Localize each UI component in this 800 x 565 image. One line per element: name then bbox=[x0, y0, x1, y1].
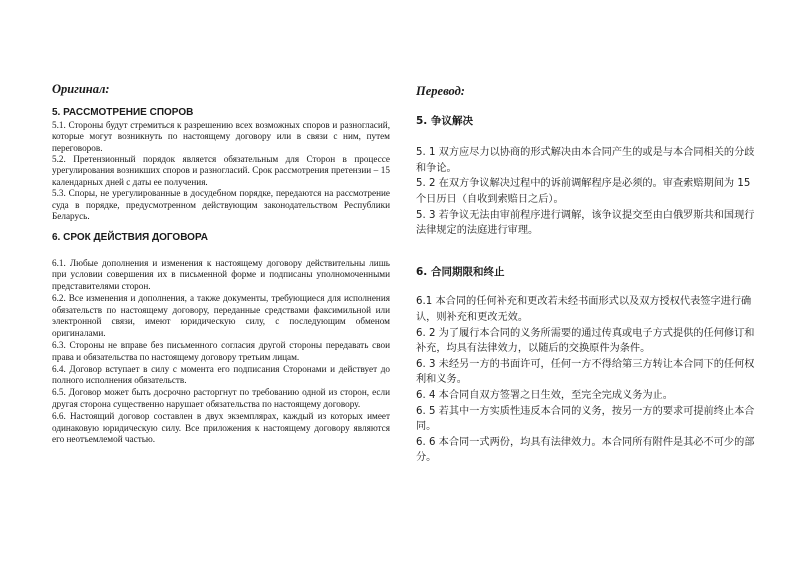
original-paragraph: 5.3. Споры, не урегулированные в досудебном порядке, передаются на рассмотрение суда в порядке, предусмотренном действующим законодательством Республики Беларусь. bbox=[52, 188, 390, 222]
original-paragraph: 5.1. Стороны будут стремиться к разрешению всех возможных споров и разногласий, которые могут возникнуть по настоящему договору или в связи с ним, путем переговоров. bbox=[52, 119, 390, 153]
translation-paragraph: 6. 6 本合同一式两份，均具有法律效力。本合同所有附件是其必不可少的部分。 bbox=[416, 436, 755, 464]
translation-paragraph: 5. 1 双方应尽力以协商的形式解决由本合同产生的或是与本合同相关的分歧和争论。 bbox=[416, 147, 755, 174]
original-paragraph: 6.5. Договор может быть досрочно расторгнут по требованию одной из сторон, если другая сторона существенно нарушает обязательства по настоящему договору. bbox=[52, 387, 390, 409]
original-section-heading: 6. СРОК ДЕЙСТВИЯ ДОГОВОРА bbox=[52, 232, 208, 244]
translation-paragraph: 5. 2 在双方争议解决过程中的诉前调解程序是必须的。审查索赔期间为 15 个日历日（自收到索赔日之后）。 bbox=[416, 178, 751, 205]
original-paragraph: 5.2. Претензионный порядок является обязательным для Сторон в процессе урегулирования возникших споров и разногласий. Срок рассмотрения претензии – 15 календарных дней с даты ее получения. bbox=[52, 154, 390, 187]
original-paragraph: 6.1. Любые дополнения и изменения к настоящему договору действительны лишь при условии совершения их в письменной форме и подписаны уполномоченными представителями сторон. bbox=[52, 257, 390, 292]
translation-title: Перевод: bbox=[416, 84, 465, 98]
translation-paragraph: 6. 2 为了履行本合同的义务所需要的通过传真或电子方式提供的任何修订和补充，均具有法律效力，以随后的交换原件为条件。 bbox=[416, 327, 755, 355]
original-section-heading: 5. РАССМОТРЕНИЕ СПОРОВ bbox=[52, 107, 194, 119]
translation-section-disputes bbox=[416, 114, 756, 239]
original-paragraph: 6.3. Стороны не вправе без письменного согласия другой стороны передавать свои права и обязательства по настоящему договору третьим лицам. bbox=[52, 340, 390, 362]
translation-paragraph: 6. 3 未经另一方的书面许可，任何一方不得给第三方转让本合同下的任何权利和义务。 bbox=[416, 358, 755, 386]
translation-column bbox=[416, 84, 756, 466]
translation-paragraph: 6.1 本合同的任何补充和更改若未经书面形式以及双方授权代表签字进行确认，则补充和更改无效。 bbox=[416, 296, 752, 323]
translation-section-heading: 5. 争议解决 bbox=[416, 114, 473, 127]
original-column bbox=[52, 84, 390, 446]
original-section-disputes bbox=[52, 107, 390, 222]
original-title: Оригинал: bbox=[52, 82, 110, 96]
translation-section-term bbox=[416, 265, 756, 466]
translation-paragraph: 6. 5 若其中一方实质性违反本合同的义务，按另一方的要求可提前终止本合同。 bbox=[416, 405, 755, 433]
original-paragraph: 6.4. Договор вступает в силу с момента его подписания Сторонами и действует до полного исполнения обязательств. bbox=[52, 363, 390, 386]
original-paragraph: 6.2. Все изменения и дополнения, а также документы, требующиеся для исполнения обязательств по настоящему договору, переданные средствами факсимильной или электронной связи, имеют юридическую силу, с последующим обменом оригиналами. bbox=[52, 293, 390, 338]
translation-section-heading: 6. 合同期限和终止 bbox=[416, 265, 505, 278]
translation-paragraph: 5. 3 若争议无法由审前程序进行调解，该争议提交至由白俄罗斯共和国现行法律规定的法庭进行审理。 bbox=[416, 209, 755, 237]
translation-paragraph: 6. 4 本合同自双方签署之日生效，至完全完成义务为止。 bbox=[416, 389, 673, 401]
original-paragraph: 6.6. Настоящий договор составлен в двух экземплярах, каждый из которых имеет одинаковую юридическую силу. Все приложения к настоящему договору являются его неотъемлемой частью. bbox=[52, 411, 390, 445]
original-section-term bbox=[52, 232, 390, 445]
